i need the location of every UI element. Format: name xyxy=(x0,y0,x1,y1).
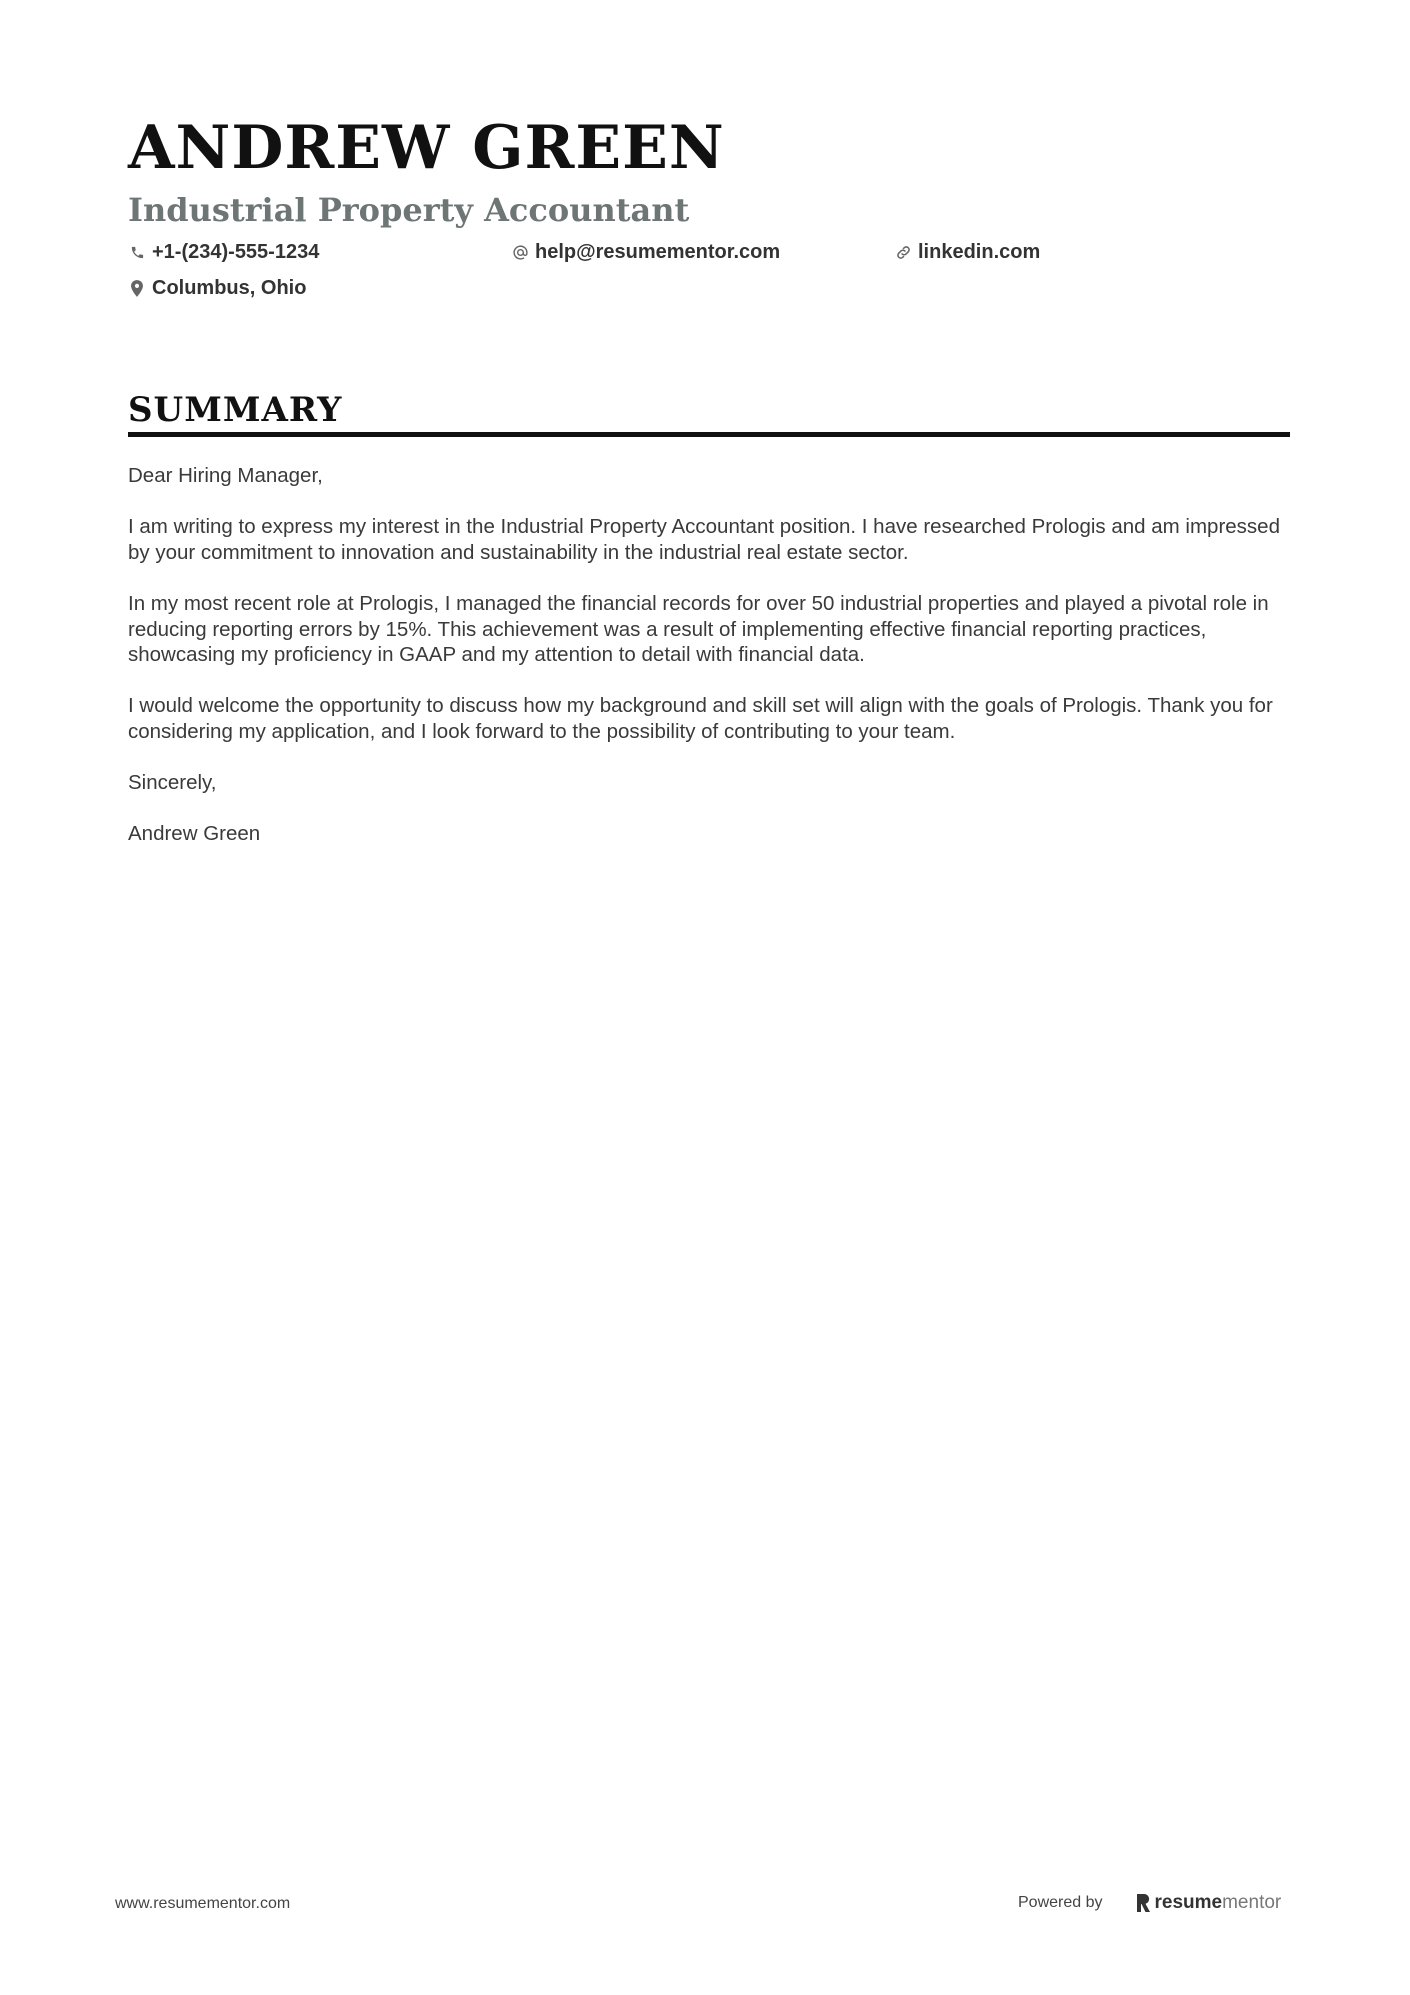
phone-text: +1-(234)-555-1234 xyxy=(152,240,320,263)
contact-link[interactable] xyxy=(894,238,1040,266)
candidate-name: ANDREW GREEN xyxy=(128,113,725,183)
powered-by-label: Powered by xyxy=(1018,1894,1103,1911)
section-heading: SUMMARY xyxy=(128,390,343,430)
contact-email[interactable] xyxy=(511,238,780,266)
phone-icon xyxy=(128,243,146,261)
closing: Sincerely, xyxy=(128,771,217,795)
footer-branding xyxy=(1018,1892,1281,1914)
map-pin-icon xyxy=(128,279,146,297)
paragraph: In my most recent role at Prologis, I managed the financial records for over 50 industrial properties and played a pivotal role in reducing reporting errors by 15%. This achievement was a result of implementing effective financial reporting practices, showcasing my proficiency in GAAP and my attention to detail with financial data. xyxy=(128,591,1269,667)
paragraph: I am writing to express my interest in the Industrial Property Accountant position. I have researched Prologis and am impressed by your commitment to innovation and sustainability in the industrial real estate sector. xyxy=(128,515,1280,564)
link-text[interactable]: linkedin.com xyxy=(918,240,1041,263)
signature: Andrew Green xyxy=(128,822,261,846)
brand-logo[interactable] xyxy=(1135,1892,1282,1914)
letter-body xyxy=(128,463,1290,847)
section-divider xyxy=(128,432,1290,437)
contact-info xyxy=(128,238,1288,308)
salutation: Dear Hiring Manager, xyxy=(128,464,323,487)
brand-text-mentor: mentor xyxy=(1222,1892,1282,1913)
brand-text-resume: resume xyxy=(1154,1892,1223,1913)
job-title: Industrial Property Accountant xyxy=(128,191,690,229)
header xyxy=(128,112,1288,308)
link-icon xyxy=(894,243,912,261)
summary-section xyxy=(128,388,1290,873)
resumementor-logo-icon xyxy=(1135,1893,1151,1913)
contact-location xyxy=(128,274,306,302)
contact-phone xyxy=(128,238,319,266)
email-text[interactable]: help@resumementor.com xyxy=(535,240,781,263)
location-text: Columbus, Ohio xyxy=(152,276,307,299)
at-icon xyxy=(511,243,529,261)
paragraph: I would welcome the opportunity to discuss how my background and skill set will align with the goals of Prologis. Thank you for considering my application, and I look forward to the possibility of contributing to your team. xyxy=(128,694,1273,743)
footer-website[interactable]: www.resumementor.com xyxy=(115,1895,291,1912)
